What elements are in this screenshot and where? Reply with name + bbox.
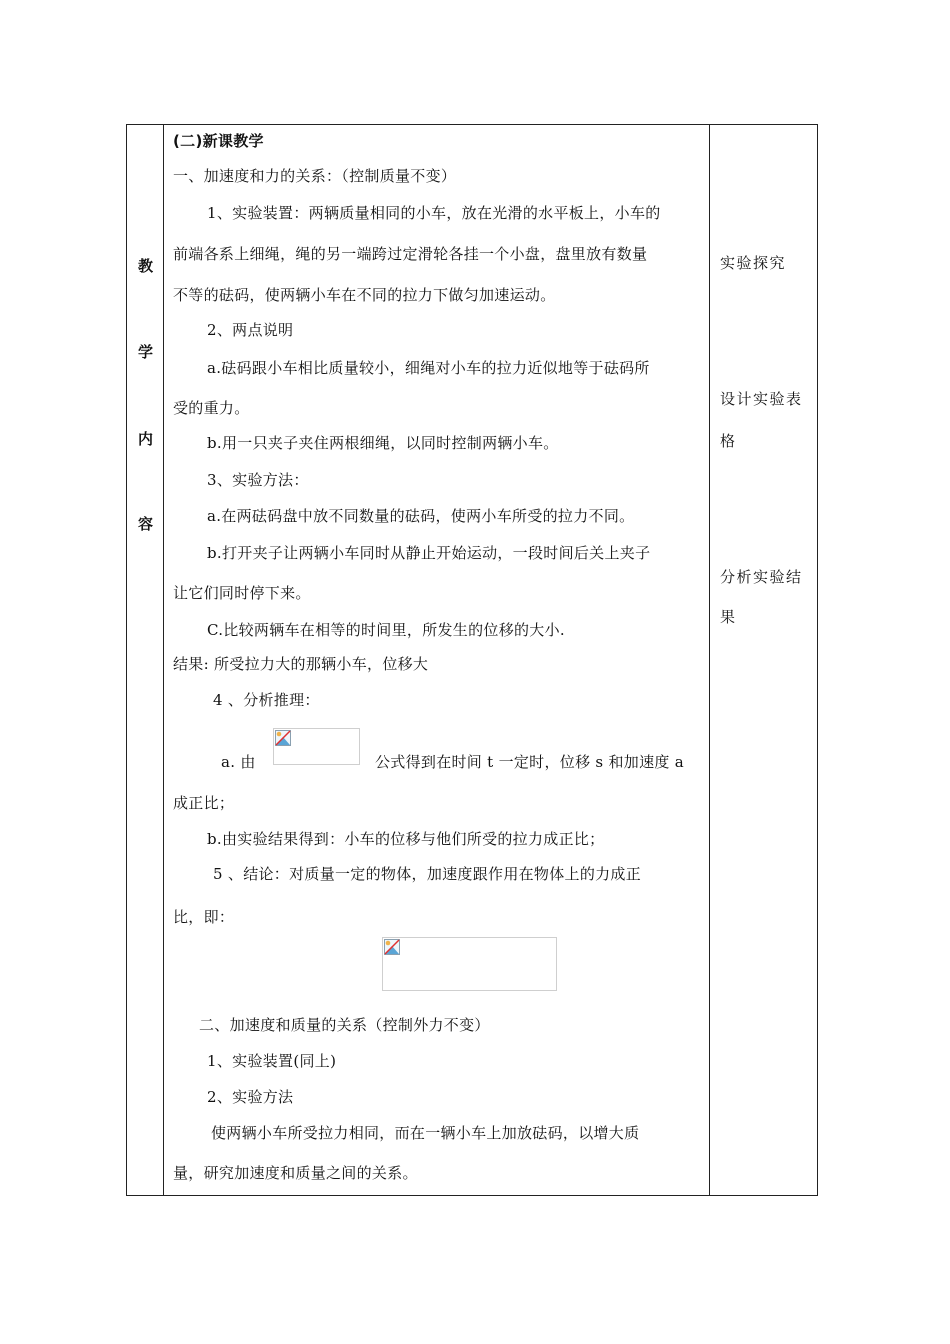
broken-image-icon [275, 730, 291, 746]
s1-item4: 4 、分析推理： [213, 691, 320, 709]
s1-item1-line3: 不等的砝码，使两辆小车在不同的拉力下做匀加速运动。 [173, 286, 556, 304]
formula-image-1 [273, 728, 360, 765]
note-design-table-line1: 设计实验表 [720, 390, 803, 408]
s1-item3-b-line1: b.打开夹子让两辆小车同时从静止开始运动，一段时间后关上夹子 [207, 544, 651, 562]
s1-item2-a-line2: 受的重力。 [173, 399, 250, 417]
left-label-char-3: 内 [137, 430, 153, 448]
s1-item5-line2: 比，即： [173, 908, 235, 926]
s2-item2-line1: 使两辆小车所受拉力相同，而在一辆小车上加放砝码，以增大质 [211, 1124, 640, 1142]
note-analyze-result-line1: 分析实验结 [720, 568, 803, 586]
s1-item4-a-suffix: 公式得到在时间 t 一定时，位移 s 和加速度 a [375, 753, 685, 771]
left-label-char-1: 教 [137, 257, 153, 275]
s1-item4-a-prefix: a. 由 [221, 753, 256, 771]
s1-item1-line1: 1、实验装置：两辆质量相同的小车，放在光滑的水平板上，小车的 [207, 204, 661, 222]
s1-item4-a-continued: 成正比； [173, 794, 235, 812]
note-experiment-inquiry: 实验探究 [720, 254, 787, 272]
left-label-char-2: 学 [137, 343, 153, 361]
formula-image-2 [382, 937, 557, 991]
s1-result: 结果: 所受拉力大的那辆小车，位移大 [173, 655, 429, 673]
s1-item3-c: C.比较两辆车在相等的时间里，所发生的位移的大小. [207, 621, 565, 639]
broken-image-icon [384, 939, 400, 955]
s1-item3-a: a.在两砝码盘中放不同数量的砝码，使两小车所受的拉力不同。 [207, 507, 635, 525]
column-divider-2 [709, 125, 710, 1195]
section-heading: (二)新课教学 [173, 132, 264, 150]
s1-item1-line2: 前端各系上细绳，绳的另一端跨过定滑轮各挂一个小盘，盘里放有数量 [173, 245, 648, 263]
s2-item2: 2、实验方法 [207, 1088, 294, 1106]
left-label-char-4: 容 [137, 515, 153, 533]
s1-item5-line1: 5 、结论：对质量一定的物体，加速度跟作用在物体上的力成正 [213, 865, 642, 883]
note-analyze-result-line2: 果 [720, 608, 737, 626]
s1-item2: 2、两点说明 [207, 321, 294, 339]
note-design-table-line2: 格 [720, 432, 737, 450]
s1-item3-b-line2: 让它们同时停下来。 [173, 584, 311, 602]
s1-title: 一、加速度和力的关系：（控制质量不变） [173, 167, 457, 185]
s1-item3: 3、实验方法： [207, 471, 309, 489]
s1-item2-a-line1: a.砝码跟小车相比质量较小，细绳对小车的拉力近似地等于砝码所 [207, 359, 650, 377]
lesson-table [126, 124, 818, 1196]
s1-item2-b: b.用一只夹子夹住两根细绳，以同时控制两辆小车。 [207, 434, 559, 452]
s2-title: 二、加速度和质量的关系（控制外力不变） [199, 1016, 490, 1034]
s1-item4-b: b.由实验结果得到：小车的位移与他们所受的拉力成正比； [207, 830, 605, 848]
s2-item2-line2: 量，研究加速度和质量之间的关系。 [173, 1164, 418, 1182]
column-divider-1 [163, 125, 164, 1195]
s2-item1: 1、实验装置(同上) [207, 1052, 337, 1070]
